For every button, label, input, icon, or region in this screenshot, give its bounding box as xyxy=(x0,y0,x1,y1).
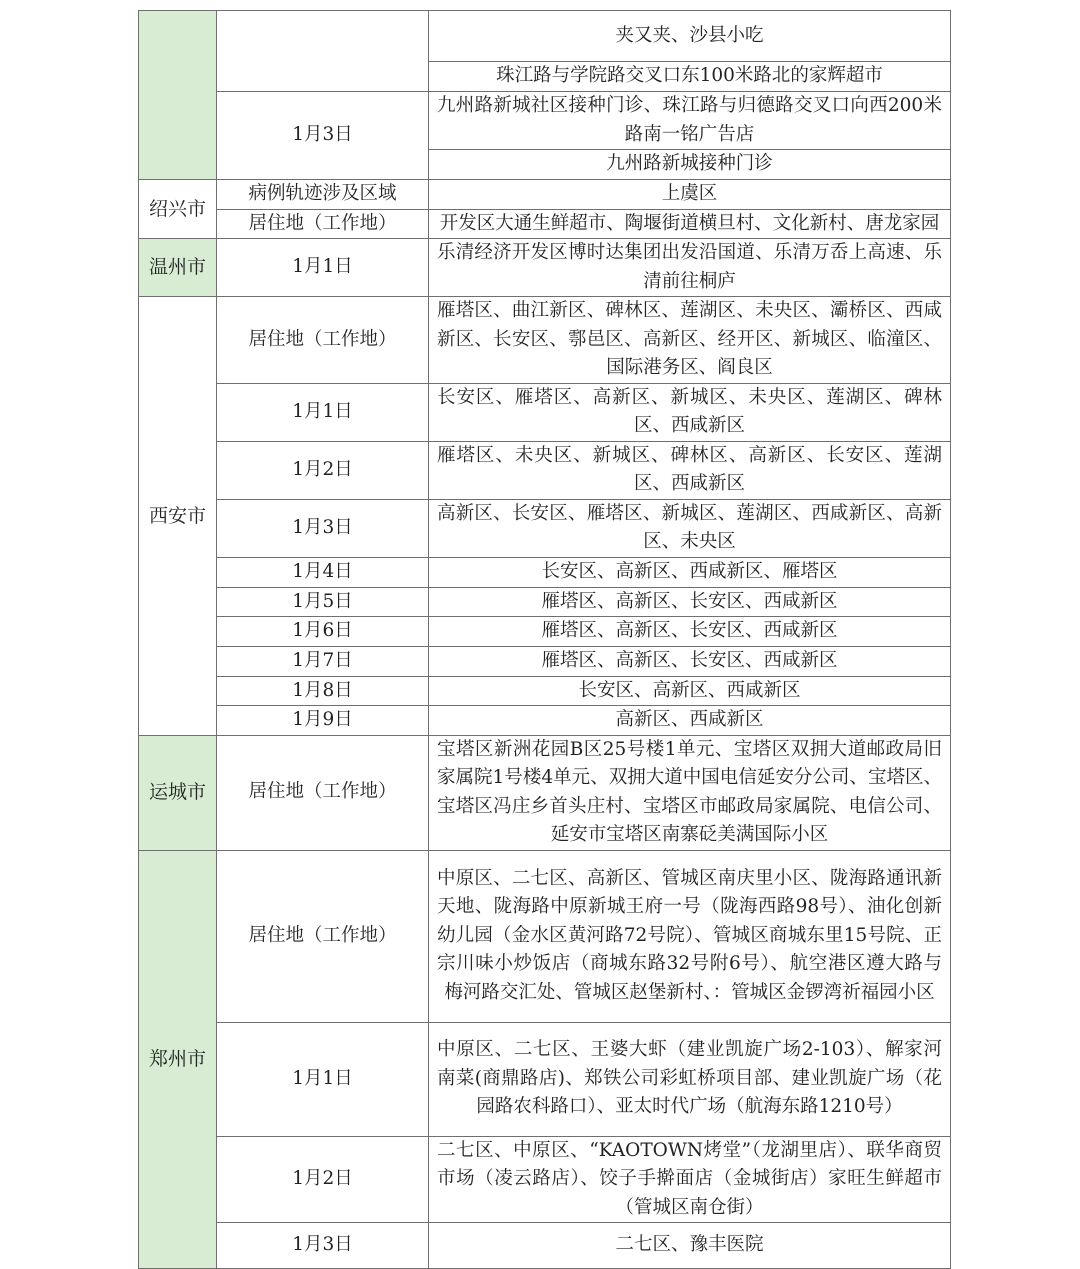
table-row xyxy=(139,557,951,587)
table-row xyxy=(139,1223,951,1269)
date-cell: 1月3日 xyxy=(217,92,429,180)
location-cell: 九州路新城接种门诊 xyxy=(429,150,951,180)
location-cell: 雁塔区、未央区、新城区、碑林区、高新区、长安区、莲湖区、西咸新区 xyxy=(429,441,951,499)
table-row xyxy=(139,646,951,676)
city-cell-wenzhou: 温州市 xyxy=(139,239,217,297)
table-row xyxy=(139,499,951,557)
date-cell: 1月4日 xyxy=(217,557,429,587)
date-cell: 1月2日 xyxy=(217,1136,429,1223)
location-cell: 长安区、雁塔区、高新区、新城区、未央区、莲湖区、碑林区、西咸新区 xyxy=(429,383,951,441)
category-cell: 居住地（工作地） xyxy=(217,209,429,239)
date-cell: 1月1日 xyxy=(217,383,429,441)
date-cell: 1月6日 xyxy=(217,617,429,647)
table-row xyxy=(139,297,951,384)
city-cell-zhengzhou: 郑州市 xyxy=(139,850,217,1269)
location-cell: 宝塔区新洲花园B区25号楼1单元、宝塔区双拥大道邮政局旧家属院1号楼4单元、双拥大道中国电信延安分公司、宝塔区、宝塔区冯庄乡首头庄村、宝塔区市邮政局家属院、电信公司、延安市宝塔区南寨砭美满国际小区 xyxy=(429,735,951,850)
location-cell: 雁塔区、高新区、长安区、西咸新区 xyxy=(429,646,951,676)
table-row xyxy=(139,587,951,617)
location-cell: 高新区、长安区、雁塔区、新城区、莲湖区、西咸新区、高新区、未央区 xyxy=(429,499,951,557)
location-cell: 中原区、二七区、高新区、管城区南庆里小区、陇海路通讯新天地、陇海路中原新城王府一号（陇海西路98号）、油化创新幼儿园（金水区黄河路72号院）、管城区商城东里15号院、正宗川味小炒饭店（商城东路32号附6号）、航空港区遵大路与梅河路交汇处、管城区赵堡新村、：管城区金锣湾祈福园小区 xyxy=(429,850,951,1022)
table-row xyxy=(139,239,951,297)
city-cell-yuncheng: 运城市 xyxy=(139,735,217,850)
table-row xyxy=(139,383,951,441)
table-row xyxy=(139,92,951,150)
location-cell: 上虞区 xyxy=(429,180,951,210)
location-cell: 中原区、二七区、王婆大虾（建业凯旋广场2-103）、解家河南菜(商鼎路店)、郑铁公司彩虹桥项目部、建业凯旋广场（花园路农科路口）、亚太时代广场（航海东路1210号） xyxy=(429,1022,951,1136)
table-row xyxy=(139,1136,951,1223)
location-cell: 长安区、高新区、西咸新区 xyxy=(429,676,951,706)
category-cell: 病例轨迹涉及区域 xyxy=(217,180,429,210)
city-cell-continued xyxy=(139,11,217,180)
location-cell: 长安区、高新区、西咸新区、雁塔区 xyxy=(429,557,951,587)
date-cell: 1月3日 xyxy=(217,1223,429,1269)
date-cell: 1月2日 xyxy=(217,441,429,499)
table-row xyxy=(139,441,951,499)
table-row xyxy=(139,180,951,210)
date-cell: 1月1日 xyxy=(217,239,429,297)
date-cell: 1月8日 xyxy=(217,676,429,706)
trajectory-table xyxy=(138,10,951,1269)
date-cell: 1月1日 xyxy=(217,1022,429,1136)
category-cell: 居住地（工作地） xyxy=(217,297,429,384)
city-cell-shaoxing: 绍兴市 xyxy=(139,180,217,239)
city-cell-xian: 西安市 xyxy=(139,297,217,736)
table-row xyxy=(139,617,951,647)
table-row xyxy=(139,209,951,239)
table-row xyxy=(139,850,951,1022)
table-row xyxy=(139,735,951,850)
date-cell: 1月3日 xyxy=(217,499,429,557)
date-cell: 1月7日 xyxy=(217,646,429,676)
table-row xyxy=(139,706,951,736)
table-row xyxy=(139,1022,951,1136)
table-row xyxy=(139,676,951,706)
category-cell: 居住地（工作地） xyxy=(217,735,429,850)
table-row xyxy=(139,11,951,62)
location-cell: 珠江路与学院路交叉口东100米路北的家辉超市 xyxy=(429,62,951,92)
location-cell: 雁塔区、高新区、长安区、西咸新区 xyxy=(429,617,951,647)
category-cell: 居住地（工作地） xyxy=(217,850,429,1022)
location-cell: 九州路新城社区接种门诊、珠江路与归德路交叉口向西200米路南一铭广告店 xyxy=(429,92,951,150)
date-cell: 1月9日 xyxy=(217,706,429,736)
location-cell: 二七区、中原区、“KAOTOWN烤堂”（龙湖里店）、联华商贸市场（凌云路店）、饺子手擀面店（金城街店）家旺生鲜超市（管城区南仓街） xyxy=(429,1136,951,1223)
location-cell: 乐清经济开发区博时达集团出发沿国道、乐清万岙上高速、乐清前往桐庐 xyxy=(429,239,951,297)
location-cell: 雁塔区、曲江新区、碑林区、莲湖区、未央区、灞桥区、西咸新区、长安区、鄠邑区、高新区、经开区、新城区、临潼区、国际港务区、阎良区 xyxy=(429,297,951,384)
location-cell: 雁塔区、高新区、长安区、西咸新区 xyxy=(429,587,951,617)
location-cell: 夹又夹、沙县小吃 xyxy=(429,11,951,62)
location-cell: 开发区大通生鲜超市、陶堰街道横旦村、文化新村、唐龙家园 xyxy=(429,209,951,239)
location-cell: 高新区、西咸新区 xyxy=(429,706,951,736)
date-cell: 1月5日 xyxy=(217,587,429,617)
location-cell: 二七区、豫丰医院 xyxy=(429,1223,951,1269)
date-cell xyxy=(217,11,429,92)
